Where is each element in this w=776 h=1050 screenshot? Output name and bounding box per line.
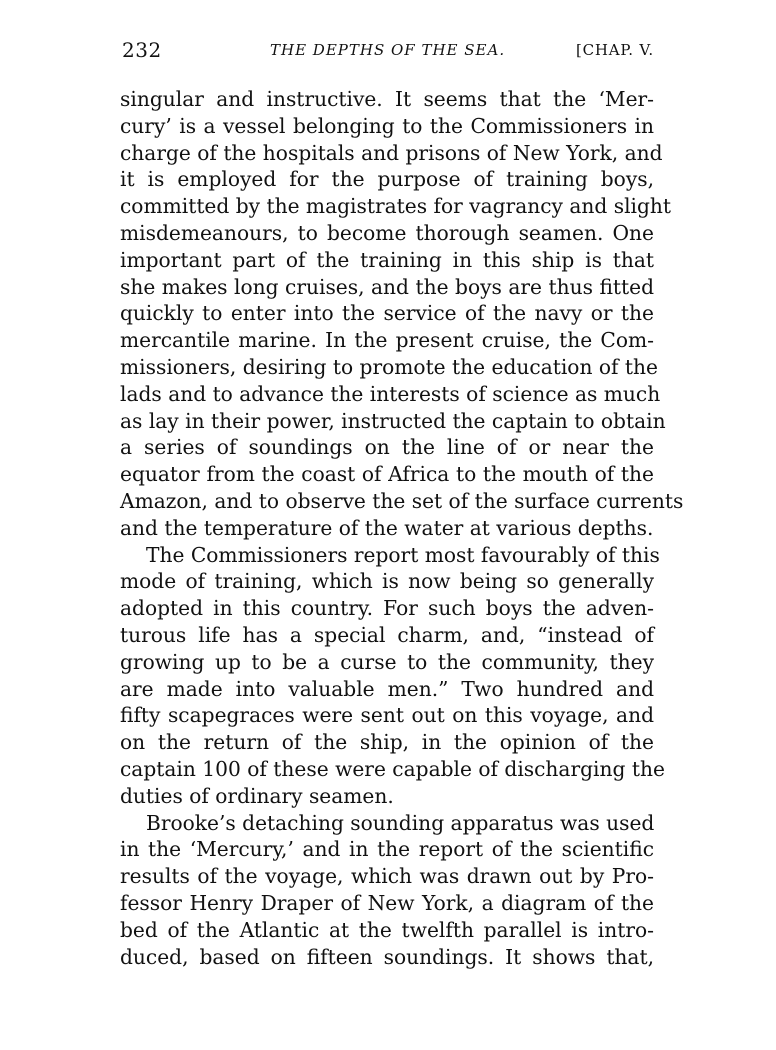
text-line: misdemeanours, to become thorough seamen. One: [120, 220, 654, 245]
text-line: cury’ is a vessel belonging to the Commissioners in: [120, 113, 654, 138]
text-line: adopted in this country. For such boys the adven-: [120, 596, 654, 621]
text-line: are made into valuable men.” Two hundred and: [120, 676, 654, 701]
body-text: [120, 86, 684, 970]
text-line: Amazon, and to observe the set of the surface currents: [120, 488, 684, 513]
running-title: THE DEPTHS OF THE SEA.: [270, 41, 506, 59]
text-line: it is employed for the purpose of training boys,: [120, 167, 654, 192]
text-line: charge of the hospitals and prisons of New York, and: [120, 140, 663, 165]
text-line: duties of ordinary seamen.: [120, 783, 394, 808]
text-line: turous life has a special charm, and, “instead of: [120, 622, 654, 647]
text-line: growing up to be a curse to the community, they: [120, 649, 654, 674]
text-line: important part of the training in this ship is that: [120, 247, 654, 272]
text-line: singular and instructive. It seems that the ‘Mer-: [120, 87, 654, 111]
text-line: mercantile marine. In the present cruise, the Com-: [120, 328, 654, 353]
text-line: equator from the coast of Africa to the mouth of the: [120, 462, 654, 487]
text-line: on the return of the ship, in the opinion of the: [120, 730, 654, 755]
text-line: she makes long cruises, and the boys are thus fitted: [120, 274, 654, 299]
text-line: duced, based on fifteen soundings. It shows that,: [120, 944, 654, 969]
text-line: bed of the Atlantic at the twelfth parallel is intro-: [120, 917, 654, 942]
paragraph: [120, 86, 684, 542]
paragraph: [120, 542, 665, 810]
text-line: as lay in their power, instructed the captain to obtain: [120, 408, 666, 433]
text-line: The Commissioners report most favourably of this: [146, 542, 660, 567]
text-line: lads and to advance the interests of science as much: [120, 381, 661, 406]
text-line: results of the voyage, which was drawn out by Pro-: [120, 864, 654, 889]
text-line: in the ‘Mercury,’ and in the report of the scientific: [120, 837, 654, 862]
text-line: Brooke’s detaching sounding apparatus was used: [146, 810, 655, 835]
text-line: fifty scapegraces were sent out on this voyage, and: [120, 703, 654, 728]
text-line: and the temperature of the water at various depths.: [120, 515, 654, 540]
text-line: captain 100 of these were capable of discharging the: [120, 756, 665, 781]
text-line: mode of training, which is now being so generally: [120, 569, 654, 594]
text-line: a series of soundings on the line of or near the: [120, 435, 654, 460]
chapter-reference: [CHAP. V.: [575, 41, 654, 59]
paragraph: [120, 810, 654, 971]
text-line: committed by the magistrates for vagrancy and slight: [120, 194, 672, 219]
text-line: fessor Henry Draper of New York, a diagram of the: [120, 890, 654, 915]
page-number: 232: [122, 38, 162, 62]
page-header: [122, 38, 654, 68]
text-line: missioners, desiring to promote the education of the: [120, 354, 658, 379]
text-line: quickly to enter into the service of the navy or the: [120, 301, 654, 326]
